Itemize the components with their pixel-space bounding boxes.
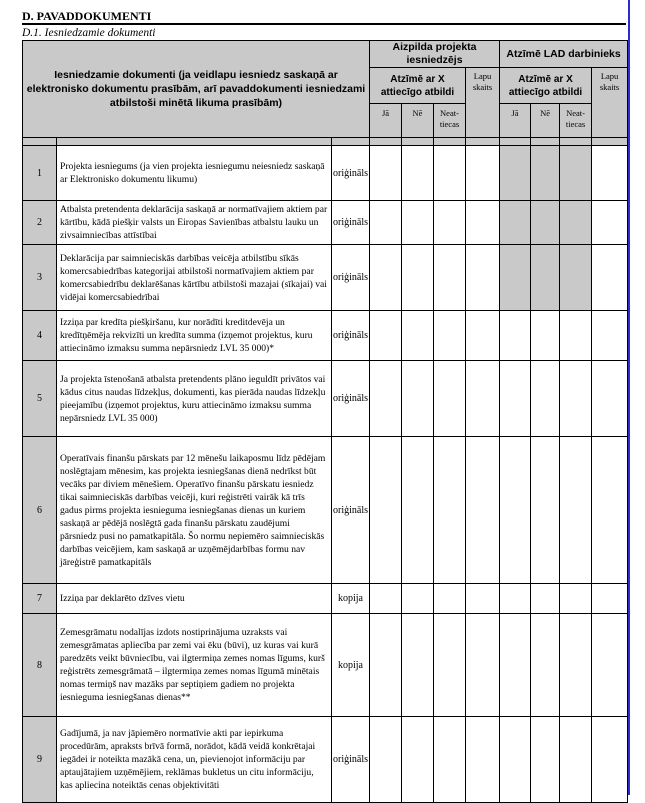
lad-pages-cell[interactable]	[592, 614, 628, 717]
section-title: D. PAVADDOKUMENTI	[22, 9, 626, 25]
lad-yes-cell[interactable]	[500, 614, 531, 717]
applicant-no-cell[interactable]	[402, 584, 434, 614]
lad-yes-cell[interactable]	[500, 361, 531, 437]
applicant-na-cell[interactable]	[434, 201, 466, 245]
lad-no-cell[interactable]	[531, 361, 560, 437]
row-description: Projekta iesniegums (ja vien projekta iesniegumu neiesniedz saskaņā ar Elektronisko dokumentu likumu)	[57, 146, 332, 201]
table-row	[23, 201, 628, 245]
lad-yes-cell[interactable]	[500, 717, 531, 803]
lad-no-cell[interactable]	[531, 437, 560, 584]
row-description: Izziņa par deklarēto dzīves vietu	[57, 584, 332, 614]
lad-na-cell[interactable]	[560, 311, 592, 361]
applicant-na-cell[interactable]	[434, 311, 466, 361]
subsection-title: D.1. Iesniedzamie dokumenti	[22, 27, 156, 39]
lad-yes-cell[interactable]	[500, 245, 531, 311]
table-row	[23, 361, 628, 437]
lad-pages-cell[interactable]	[592, 584, 628, 614]
table-row	[23, 717, 628, 803]
header-no-applicant: Nē	[402, 104, 434, 138]
applicant-no-cell[interactable]	[402, 311, 434, 361]
applicant-no-cell[interactable]	[402, 245, 434, 311]
header-na-lad: Neat- tiecas	[560, 104, 592, 138]
row-number: 4	[23, 311, 57, 361]
table-row	[23, 311, 628, 361]
documents-table	[22, 40, 628, 803]
header-mark-applicant: Atzīmē ar X attiecīgo atbildi	[370, 68, 466, 104]
applicant-pages-cell[interactable]	[466, 614, 500, 717]
row-description: Deklarācija par saimnieciskās darbības veicēja atbilstību sīkās komercsabiedrības kategorijai atbilstoši normatīvajiem aktiem par komercsabiedrību deklarēšanas kārtību atbilstoši mazajai (sīkajai) vai vidējai komercsabiedrībai	[57, 245, 332, 311]
lad-na-cell[interactable]	[560, 146, 592, 201]
applicant-no-cell[interactable]	[402, 361, 434, 437]
row-document-type: oriģināls	[332, 201, 370, 245]
lad-pages-cell[interactable]	[592, 201, 628, 245]
lad-yes-cell[interactable]	[500, 437, 531, 584]
row-number: 1	[23, 146, 57, 201]
applicant-na-cell[interactable]	[434, 437, 466, 584]
lad-na-cell[interactable]	[560, 584, 592, 614]
applicant-yes-cell[interactable]	[370, 584, 402, 614]
lad-na-cell[interactable]	[560, 361, 592, 437]
row-document-type: kopija	[332, 584, 370, 614]
lad-no-cell[interactable]	[531, 245, 560, 311]
applicant-na-cell[interactable]	[434, 584, 466, 614]
applicant-no-cell[interactable]	[402, 717, 434, 803]
header-pages-lad: Lapu skaits	[592, 68, 628, 138]
lad-pages-cell[interactable]	[592, 437, 628, 584]
table-row	[23, 245, 628, 311]
header-na-applicant: Neat- tiecas	[434, 104, 466, 138]
page-edge-line	[628, 0, 630, 795]
row-description: Ja projekta īstenošanā atbalsta pretendents plāno ieguldīt privātos vai kādus citus naudas līdzekļus, dokumenti, kas pierāda naudas līdzekļu pieejamību (izņemot projektus, kuru attiecināmo izmaksu summa nepārsniedz LVL 35 000)	[57, 361, 332, 437]
row-document-type: kopija	[332, 614, 370, 717]
applicant-pages-cell[interactable]	[466, 201, 500, 245]
table-row	[23, 146, 628, 201]
applicant-na-cell[interactable]	[434, 614, 466, 717]
row-number: 5	[23, 361, 57, 437]
applicant-na-cell[interactable]	[434, 717, 466, 803]
lad-no-cell[interactable]	[531, 614, 560, 717]
table-row	[23, 614, 628, 717]
applicant-na-cell[interactable]	[434, 245, 466, 311]
applicant-no-cell[interactable]	[402, 201, 434, 245]
lad-no-cell[interactable]	[531, 311, 560, 361]
lad-no-cell[interactable]	[531, 584, 560, 614]
applicant-yes-cell[interactable]	[370, 311, 402, 361]
table-row	[23, 584, 628, 614]
lad-yes-cell[interactable]	[500, 146, 531, 201]
applicant-yes-cell[interactable]	[370, 245, 402, 311]
applicant-pages-cell[interactable]	[466, 361, 500, 437]
row-document-type: oriģināls	[332, 146, 370, 201]
header-no-lad: Nē	[531, 104, 560, 138]
lad-pages-cell[interactable]	[592, 245, 628, 311]
table-row	[23, 437, 628, 584]
row-description: Izziņa par kredīta piešķiršanu, kur norādīti kreditdevēja un kredītņēmēja rekvizīti un kredīta summa (izņemot projektus, kuru attiecināmo izmaksu summa nepārsniedz LVL 35 000)*	[57, 311, 332, 361]
applicant-yes-cell[interactable]	[370, 717, 402, 803]
applicant-no-cell[interactable]	[402, 146, 434, 201]
lad-yes-cell[interactable]	[500, 584, 531, 614]
row-number: 2	[23, 201, 57, 245]
lad-pages-cell[interactable]	[592, 361, 628, 437]
lad-yes-cell[interactable]	[500, 311, 531, 361]
lad-no-cell[interactable]	[531, 201, 560, 245]
row-number: 6	[23, 437, 57, 584]
lad-na-cell[interactable]	[560, 614, 592, 717]
lad-no-cell[interactable]	[531, 146, 560, 201]
applicant-pages-cell[interactable]	[466, 437, 500, 584]
lad-na-cell[interactable]	[560, 201, 592, 245]
header-main: Iesniedzamie dokumenti (ja veidlapu iesniedz saskaņā ar elektronisko dokumentu prasībām, arī pavaddokumenti iesniedzami atbilstoši minētā likuma prasībām)	[23, 41, 370, 138]
lad-pages-cell[interactable]	[592, 717, 628, 803]
row-description: Zemesgrāmatu nodalījas izdots nostiprinājuma uzraksts vai zemesgrāmatas apliecība par zemi vai ēku (būvi), uz kuras vai kurā paredzēts veikt būvniecību, vai ilgtermiņa zemes nomas līgums, kurš reģistrēts zemesgrāmatā – ilgtermiņa zemes nomas līgumā minētais nomas termiņš nav mazāks par septiņiem gadiem no projekta iesnieguma iesniegšanas dienas**	[57, 614, 332, 717]
header-yes-applicant: Jā	[370, 104, 402, 138]
header-spacer-row	[23, 138, 628, 146]
applicant-yes-cell[interactable]	[370, 201, 402, 245]
row-document-type: oriģināls	[332, 311, 370, 361]
row-description: Operatīvais finanšu pārskats par 12 mēnešu laikaposmu līdz pēdējam noslēgtajam mēnesim, kas projekta iesniegšanas dienā nedrīkst būt vecāks par diviem mēnešiem. Operatīvo finanšu pārskatu iesniedz tikai saimnieciskās darbības veicēji, kuri reģistrēti vairāk kā trīs gadus pirms projekta iesnieguma iesniegšanas dienas un kuriem saskaņā ar pēdējā noslēgtā gada finanšu pārskatu zaudējumi pārsniedz pusi no pamatkapitāla. Šo normu nepiemēro saimnieciskās darbības veicējiem, kam saskaņā ar uzņēmējdarbības formu nav jāreģistrē pamatkapitāls	[57, 437, 332, 584]
applicant-na-cell[interactable]	[434, 361, 466, 437]
applicant-pages-cell[interactable]	[466, 311, 500, 361]
applicant-yes-cell[interactable]	[370, 614, 402, 717]
row-description: Atbalsta pretendenta deklarācija saskaņā ar normatīvajiem aktiem par kārtību, kādā piešķir valsts un Eiropas Savienības atbalstu lauku un zivsaimniecības attīstībai	[57, 201, 332, 245]
applicant-na-cell[interactable]	[434, 146, 466, 201]
applicant-pages-cell[interactable]	[466, 146, 500, 201]
lad-pages-cell[interactable]	[592, 146, 628, 201]
row-document-type: oriģināls	[332, 437, 370, 584]
header-applicant-group: Aizpilda projekta iesniedzējs	[370, 41, 500, 68]
header-lad-group: Atzīmē LAD darbinieks	[500, 41, 628, 68]
lad-na-cell[interactable]	[560, 245, 592, 311]
applicant-yes-cell[interactable]	[370, 437, 402, 584]
lad-na-cell[interactable]	[560, 717, 592, 803]
applicant-pages-cell[interactable]	[466, 717, 500, 803]
row-number: 3	[23, 245, 57, 311]
applicant-pages-cell[interactable]	[466, 584, 500, 614]
row-document-type: oriģināls	[332, 361, 370, 437]
applicant-yes-cell[interactable]	[370, 146, 402, 201]
row-document-type: oriģināls	[332, 245, 370, 311]
lad-na-cell[interactable]	[560, 437, 592, 584]
header-mark-lad: Atzīmē ar X attiecīgo atbildi	[500, 68, 592, 104]
lad-yes-cell[interactable]	[500, 201, 531, 245]
header-yes-lad: Jā	[500, 104, 531, 138]
row-number: 9	[23, 717, 57, 803]
row-description: Gadījumā, ja nav jāpiemēro normatīvie akti par iepirkuma procedūrām, apraksts brīvā formā, norādot, kādā veidā konkrētajai iegādei ir noteikta mazākā cena, un, pievienojot informāciju par aptaujātajiem uzņēmējiem, reklāmas bukletus un citu informāciju, kas apliecina noteiktās cenas objektivitāti	[57, 717, 332, 803]
applicant-yes-cell[interactable]	[370, 361, 402, 437]
lad-pages-cell[interactable]	[592, 311, 628, 361]
applicant-pages-cell[interactable]	[466, 245, 500, 311]
row-number: 7	[23, 584, 57, 614]
lad-no-cell[interactable]	[531, 717, 560, 803]
applicant-no-cell[interactable]	[402, 437, 434, 584]
header-pages-applicant: Lapu skaits	[466, 68, 500, 138]
row-number: 8	[23, 614, 57, 717]
row-document-type: oriģināls	[332, 717, 370, 803]
applicant-no-cell[interactable]	[402, 614, 434, 717]
